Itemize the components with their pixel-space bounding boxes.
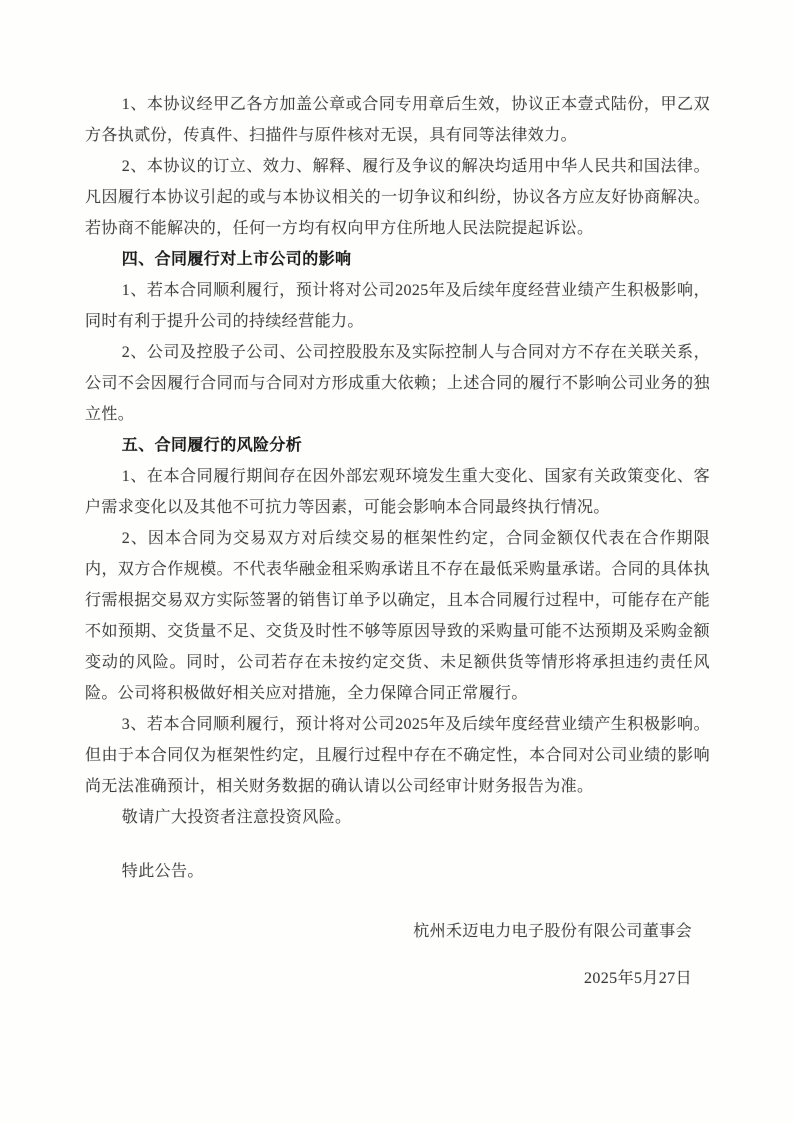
section-heading-risk-analysis: 五、合同履行的风险分析 — [121, 437, 303, 454]
investor-notice: 敬请广大投资者注意投资风险。 — [121, 809, 352, 826]
clause-paragraph: 2、本协议的订立、效力、解释、履行及争议的解决均适用中华人民共和国法律。凡因履行本协议引起的或与本协议相关的一切争议和纠纷，协议各方应友好协商解决。若协商不能解决的，任何一方均有权向甲方住所地人民法院提起诉讼。 — [85, 158, 710, 237]
signature-date: 2025年5月27日 — [583, 970, 692, 987]
closing-statement: 特此公告。 — [121, 863, 204, 880]
clause-paragraph: 2、因本合同为交易双方对后续交易的框架性约定，合同金额仅代表在合作期限内，双方合作规模。不代表华融金租采购承诺且不存在最低采购量承诺。合同的具体执行需根据交易双方实际签署的销售订单予以确定，且本合同履行过程中，可能存在产能不如预期、交货量不足、交货及时性不够等原因导致的采购量可能不达预期及采购金额变动的风险。同时，公司若存在未按约定交货、未足额供货等情形将承担违约责任风险。公司将积极做好相关应对措施，全力保障合同正常履行。 — [85, 530, 710, 702]
section-heading-contract-impact: 四、合同履行对上市公司的影响 — [121, 251, 352, 268]
clause-paragraph: 1、若本合同顺利履行，预计将对公司2025年及后续年度经营业绩产生积极影响，同时有利于提升公司的持续经营能力。 — [85, 282, 710, 330]
clause-paragraph: 2、公司及控股子公司、公司控股股东及实际控制人与合同对方不存在关联关系，公司不会因履行合同而与合同对方形成重大依赖；上述合同的履行不影响公司业务的独立性。 — [85, 344, 710, 423]
signature-company: 杭州禾迈电力电子股份有限公司董事会 — [413, 923, 692, 940]
signature-block — [85, 916, 710, 994]
clause-paragraph: 1、在本合同履行期间存在因外部宏观环境发生重大变化、国家有关政策变化、客户需求变化以及其他不可抗力等因素，可能会影响本合同最终执行情况。 — [85, 468, 710, 516]
clause-paragraph: 1、本协议经甲乙各方加盖公章或合同专用章后生效，协议正本壹式陆份，甲乙双方各执贰份，传真件、扫描件与原件核对无误，具有同等法律效力。 — [85, 96, 710, 144]
clause-paragraph: 3、若本合同顺利履行，预计将对公司2025年及后续年度经营业绩产生积极影响。但由于本合同仅为框架性约定，且履行过程中存在不确定性，本合同对公司业绩的影响尚无法准确预计，相关财务数据的确认请以公司经审计财务报告为准。 — [85, 716, 710, 795]
